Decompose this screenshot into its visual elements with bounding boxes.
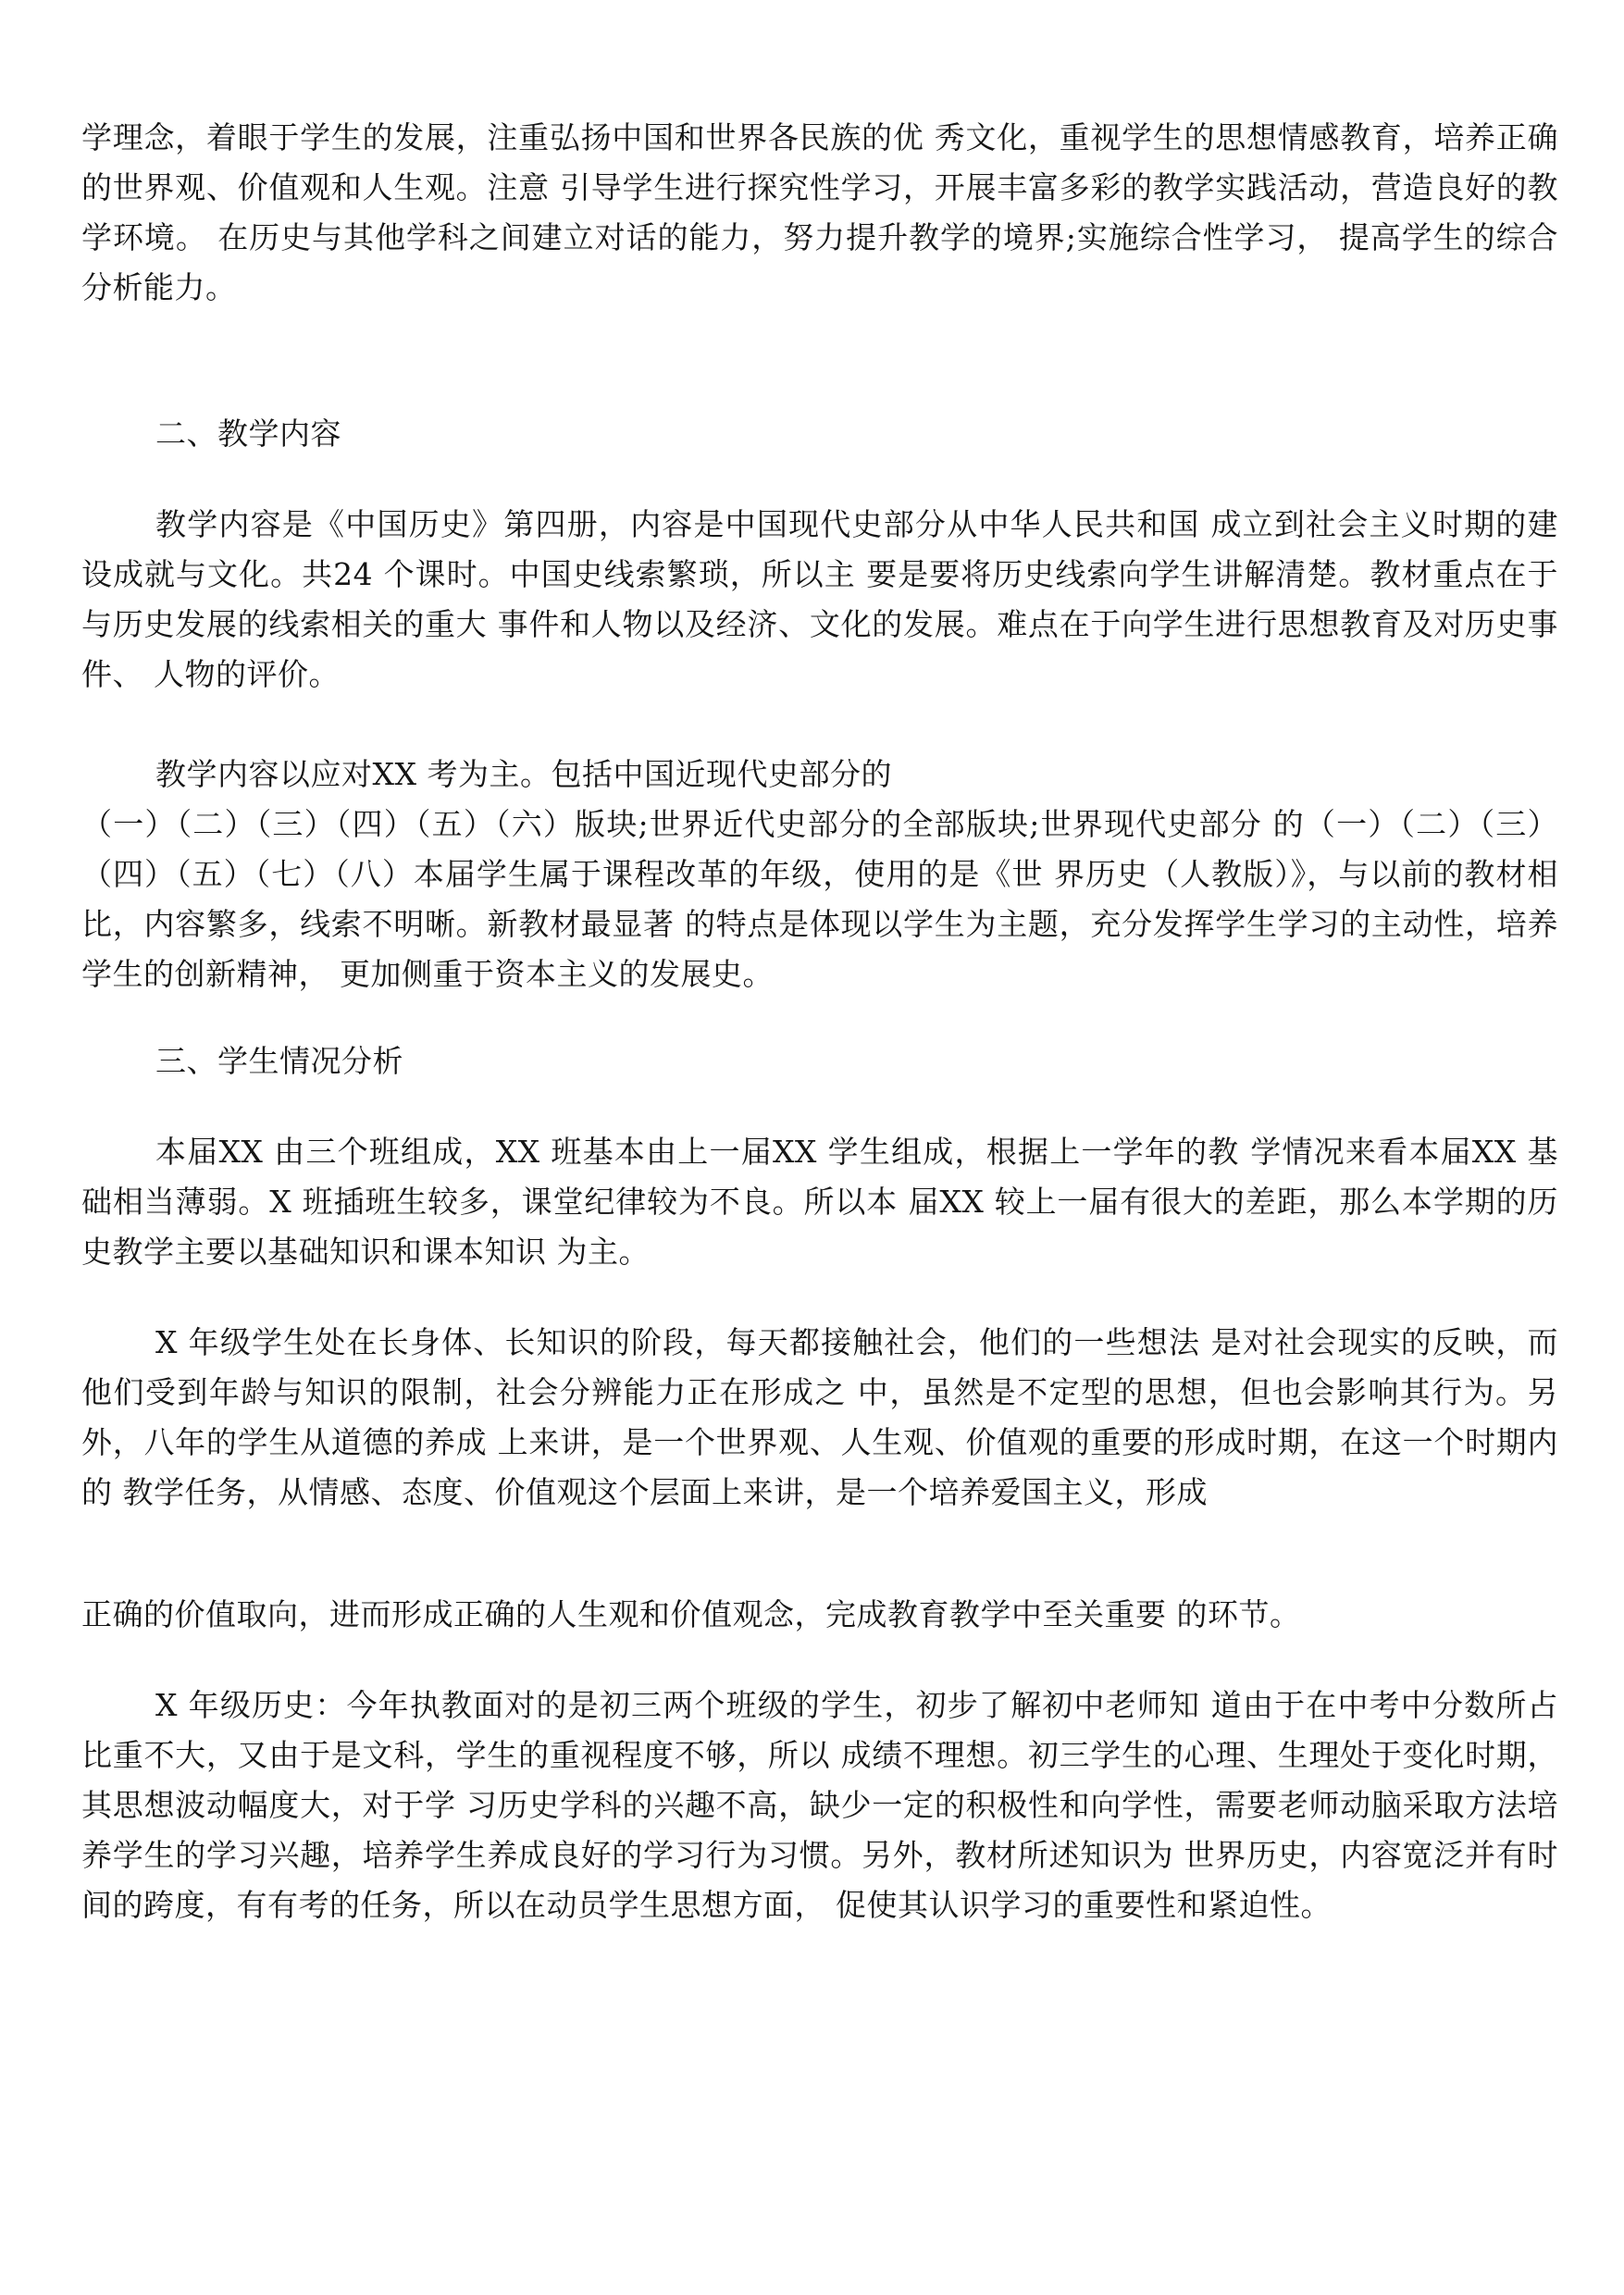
heading-student-analysis: 三、学生情况分析 (155, 1043, 403, 1079)
paragraph-grade-history: X 年级历史：今年执教面对的是初三两个班级的学生，初步了解初中老师知 道由于在中考中分数所占比重不大，又由于是文科，学生的重视程度不够，所以 成绩不理想。初三学生的心理、生理处于变化时期，其思想波动幅度大，对于学 习历史学科的兴趣不高，缺少一定的积极性和向学性，需要老师动脑采取方法培 养学生的学习兴趣，培养学生养成良好的学习行为习惯。另外，教材所述知识为 世界历史，内容宽泛并有时间的跨度，有有考的任务，所以在动员学生思想方面， 促使其认识学习的重要性和紧迫性。 (81, 1687, 1558, 1923)
paragraph-teaching-philosophy: 学理念，着眼于学生的发展，注重弘扬中国和世界各民族的优 秀文化，重视学生的思想情感教育，培养正确的世界观、价值观和人生观。注意 引导学生进行探究性学习，开展丰富多彩的教学实践活动，营造良好的教学环境。 在历史与其他学科之间建立对话的能力，努力提升教学的境界;实施综合性学习， 提高学生的综合分析能力。 (81, 119, 1558, 305)
paragraph-exam-content-rest: （一）（二）（三）（四）（五）（六）版块;世界近代史部分的全部版块;世界现代史部分 的（一）（二）（三）（四）（五）（七）（八）本届学生属于课程改革的年级，使用的是《世 界历史（人教版）》，与以前的教材相比，内容繁多，线索不明晰。新教材最显著 的特点是体现以学生为主题，充分发挥学生学习的主动性，培养学生的创新精神， 更加侧重于资本主义的发展史。 (81, 806, 1558, 992)
paragraph-exam-content-line-1: 教学内容以应对XX 考为主。包括中国近现代史部分的 (155, 756, 892, 792)
paragraph-student-development: X 年级学生处在长身体、长知识的阶段，每天都接触社会，他们的一些想法 是对社会现实的反映，而他们受到年龄与知识的限制，社会分辨能力正在形成之 中，虽然是不定型的思想，但也会影响其行为。另外，八年的学生从道德的养成 上来讲，是一个世界观、人生观、价值观的重要的形成时期，在这一个时期内的 教学任务，从情感、态度、价值观这个层面上来讲，是一个培养爱国主义，形成 (81, 1324, 1558, 1510)
paragraph-values-continuation: 正确的价值取向，进而形成正确的人生观和价值观念，完成教育教学中至关重要 的环节。 (81, 1596, 1301, 1632)
paragraph-class-composition: 本届XX 由三个班组成，XX 班基本由上一届XX 学生组成，根据上一学年的教 学情况来看本届XX 基础相当薄弱。X 班插班生较多，课堂纪律较为不良。所以本 届XX 较上一届有很大的差距，那么本学期的历史教学主要以基础知识和课本知识 为主。 (81, 1134, 1558, 1270)
paragraph-exam-content (81, 750, 1558, 999)
heading-teaching-content: 二、教学内容 (155, 416, 341, 452)
paragraph-teaching-content: 教学内容是《中国历史》第四册，内容是中国现代史部分从中华人民共和国 成立到社会主义时期的建设成就与文化。共24 个课时。中国史线索繁琐，所以主 要是要将历史线索向学生讲解清楚。教材重点在于与历史发展的线索相关的重大 事件和人物以及经济、文化的发展。难点在于向学生进行思想教育及对历史事件、 人物的评价。 (81, 506, 1558, 692)
